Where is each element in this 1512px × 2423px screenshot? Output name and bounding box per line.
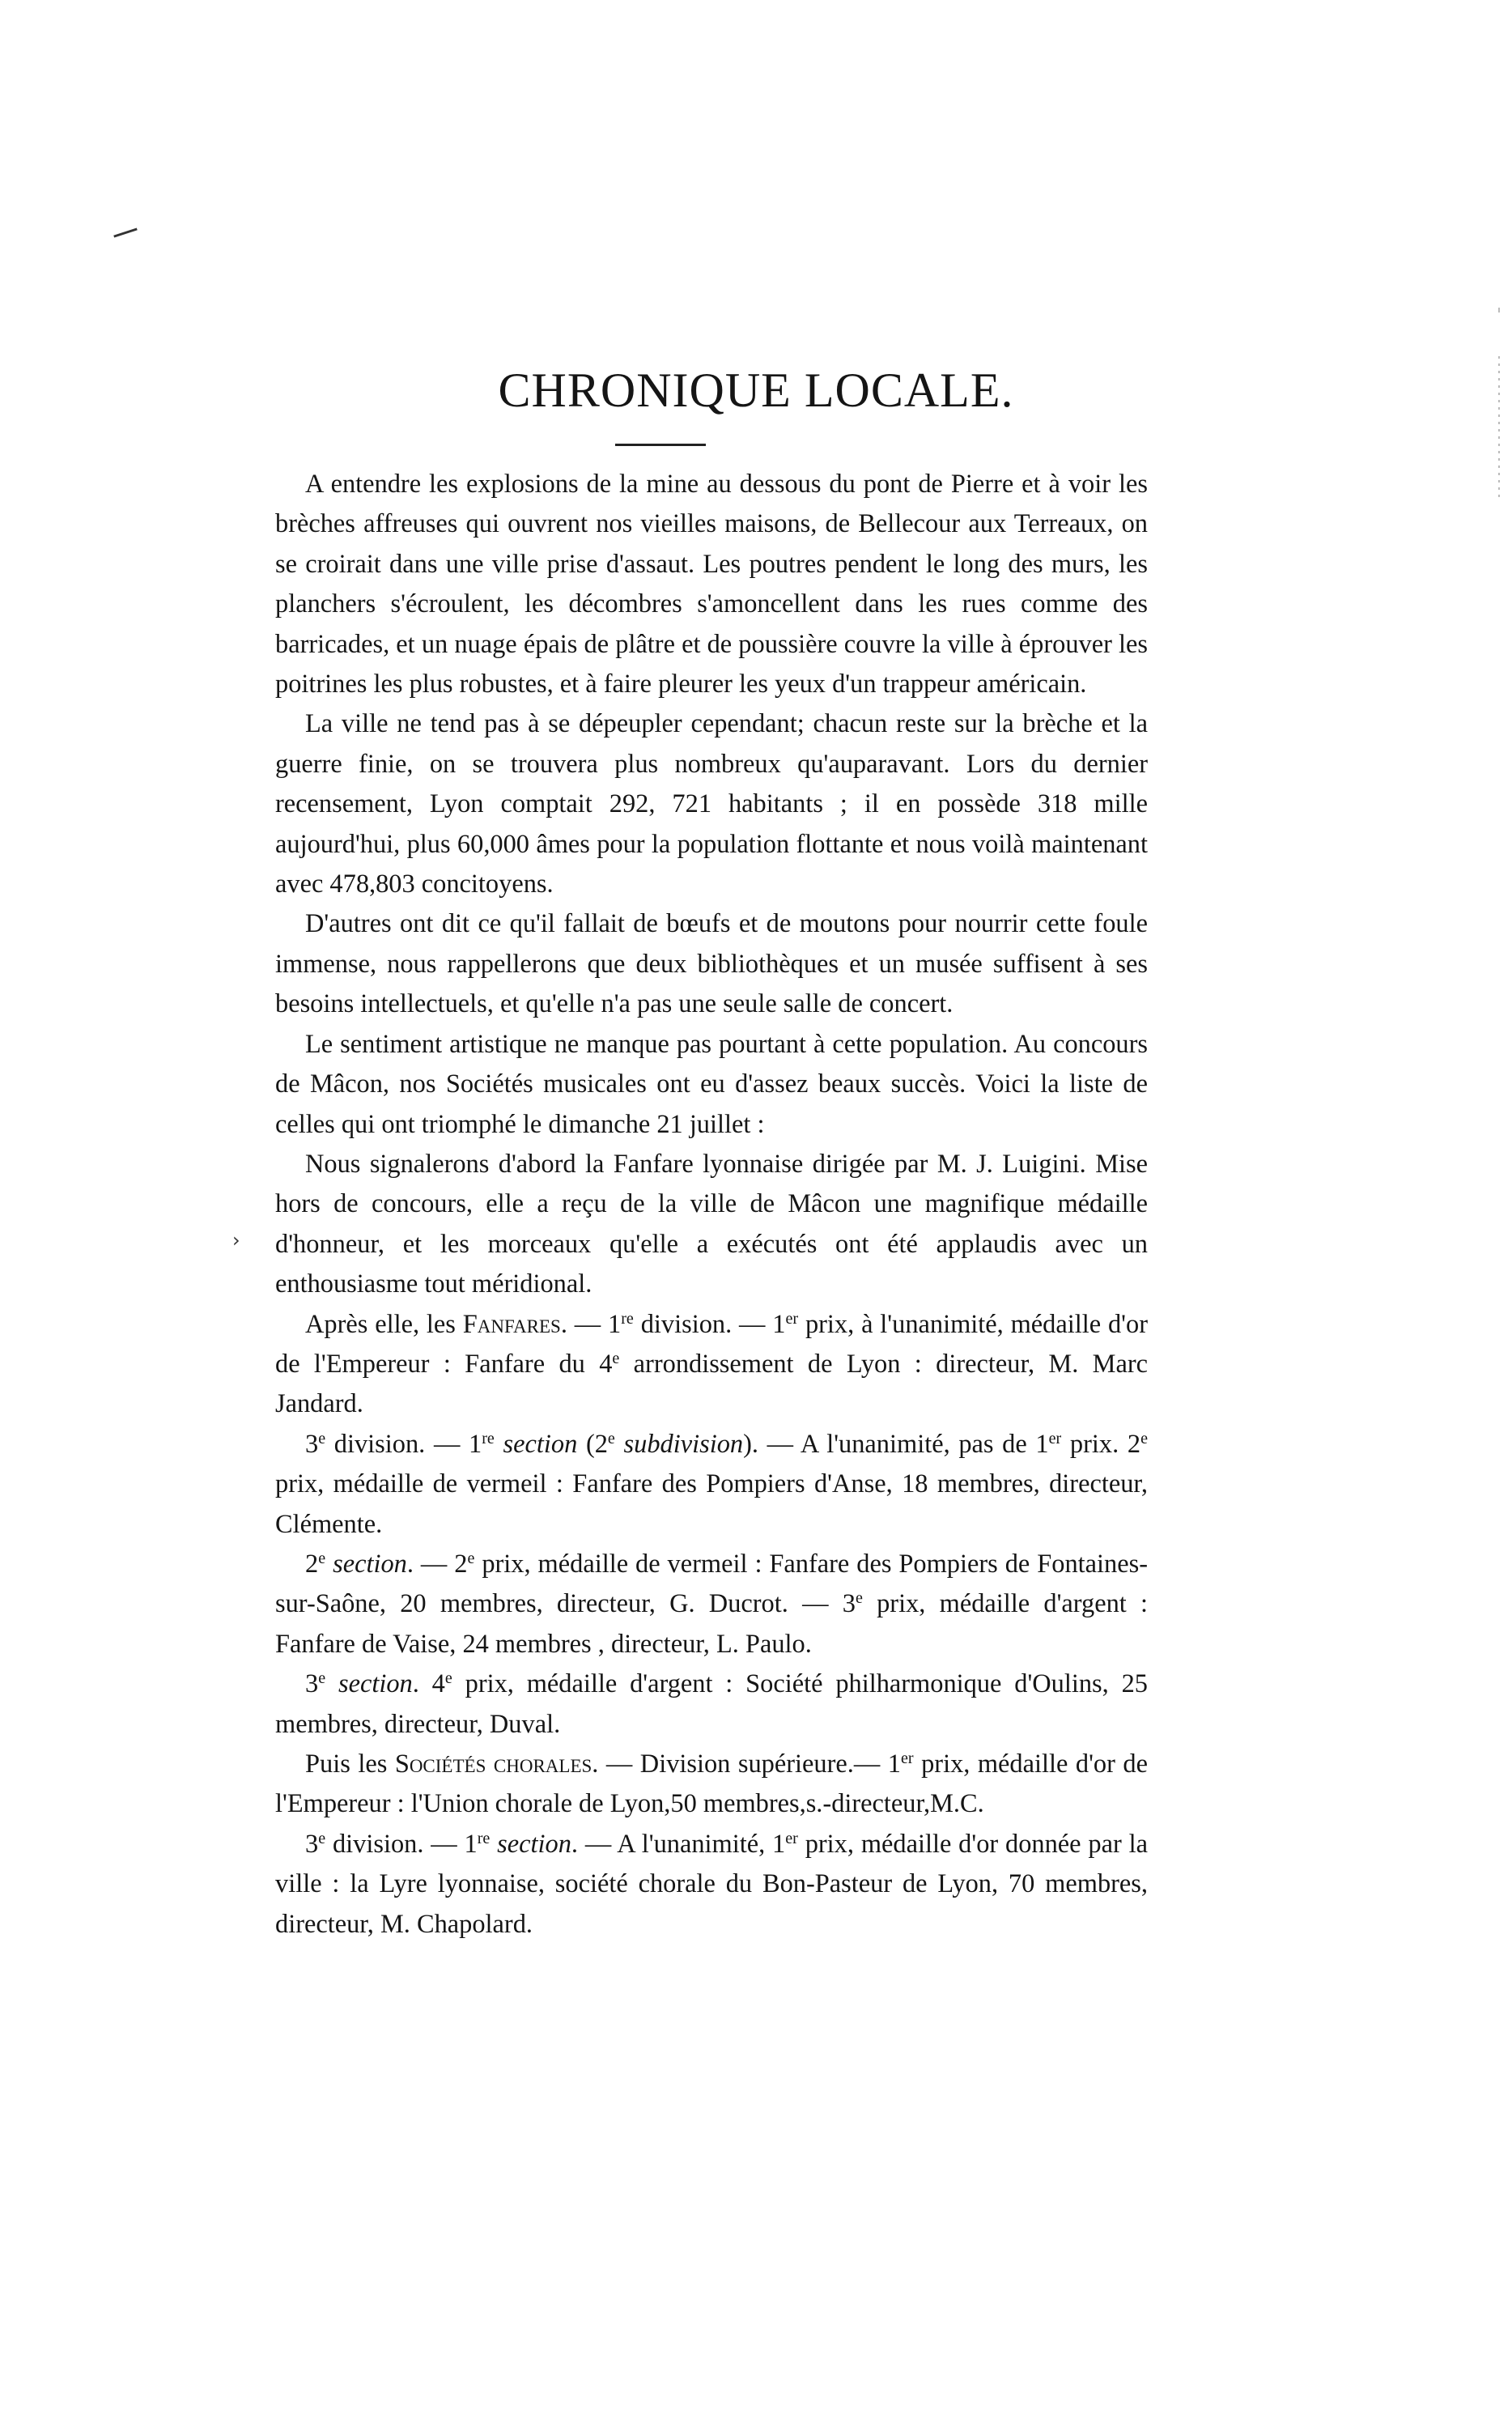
text-segment: re bbox=[482, 1429, 495, 1447]
text-segment: Nous signalerons d'abord la Fanfare lyonnaise dirigée par M. J. Luigini. Mise hors de concours, elle a reçu de la ville de Mâcon une magnifique médaille d'honneur, et les morceaux qu'elle a exécutés ont été applaudis avec un enthousiasme tout méridional. bbox=[275, 1149, 1148, 1299]
text-segment: (2 bbox=[577, 1429, 608, 1459]
text-segment: er bbox=[1048, 1429, 1062, 1447]
text-segment bbox=[615, 1430, 624, 1459]
text-segment: . — A l'unanimité, 1 bbox=[571, 1829, 786, 1859]
text-segment: . — 2 bbox=[406, 1549, 468, 1579]
text-segment: prix, médaille d'argent : Fanfare de Vaise, 24 membres , directeur, L. Paulo. bbox=[275, 1589, 1149, 1659]
text-segment: Le sentiment artistique ne manque pas pourtant à cette population. Au concours de Mâcon, nos Sociétés musicales ont eu d'assez beaux succès. Voici la liste de celles qui ont triomphé le dimanche 21 juillet : bbox=[275, 1029, 1148, 1139]
text-segment: e bbox=[607, 1429, 615, 1447]
text-segment bbox=[495, 1430, 503, 1459]
article-body bbox=[275, 465, 1148, 1945]
margin-arrow-mark: › bbox=[232, 1229, 240, 1252]
text-segment: arrondissement de Lyon : directeur, M. Marc Jandard. bbox=[275, 1349, 1148, 1419]
margin-stroke-mark bbox=[113, 227, 137, 237]
text-segment bbox=[490, 1830, 497, 1859]
text-segment: e bbox=[467, 1549, 475, 1567]
paragraph bbox=[275, 1145, 1148, 1305]
text-segment: division. — 1 bbox=[325, 1429, 482, 1459]
text-segment: ). — A l'unanimité, pas de 1 bbox=[743, 1429, 1049, 1459]
text-segment: e bbox=[318, 1549, 326, 1567]
text-segment: er bbox=[785, 1829, 798, 1847]
paragraph bbox=[275, 1025, 1148, 1145]
text-segment: re bbox=[477, 1829, 491, 1847]
text-segment: division. — 1 bbox=[633, 1309, 786, 1339]
text-segment: e bbox=[855, 1589, 863, 1608]
text-segment: er bbox=[900, 1749, 914, 1767]
text-segment: e bbox=[318, 1829, 326, 1847]
text-segment: e bbox=[318, 1429, 326, 1447]
text-segment: A entendre les explosions de la mine au dessous du pont de Pierre et à voir les brèches affreuses qui ouvrent nos vieilles maisons, de Bellecour aux Terreaux, on se croirait dans une ville prise d'assaut. Les poutres pendent le long des murs, les planchers s'écroulent, les décombres s'amoncellent dans les rues comme des barricades, et un nuage épais de plâtre et de poussière couvre la ville à éprouver les poitrines les plus robustes, et à faire pleurer les yeux d'un trappeur américain. bbox=[275, 470, 1148, 699]
paragraph bbox=[275, 1745, 1148, 1825]
text-segment: . — 1 bbox=[560, 1309, 622, 1339]
text-segment bbox=[325, 1669, 338, 1698]
title-underline-rule bbox=[615, 444, 706, 446]
text-segment: 2 bbox=[305, 1549, 319, 1579]
text-segment: prix, à l'unanimité, médaille d'or de l'Empereur : Fanfare du 4 bbox=[275, 1309, 1148, 1379]
text-segment bbox=[325, 1549, 333, 1579]
text-segment: 3 bbox=[305, 1669, 319, 1699]
paragraph bbox=[275, 1425, 1148, 1545]
text-segment: La ville ne tend pas à se dépeupler cependant; chacun reste sur la brèche et la guerre finie, on se trouvera plus nombreux qu'auparavant. Lors du dernier recensement, Lyon comptait 292, 721 habitants ; il en possède 318 mille aujourd'hui, plus 60,000 âmes pour la population flottante et nous voilà maintenant avec 478,803 concitoyens. bbox=[275, 709, 1148, 899]
paragraph bbox=[275, 1825, 1148, 1945]
text-segment: . 4 bbox=[412, 1669, 445, 1699]
text-segment: e bbox=[444, 1669, 452, 1688]
text-segment: prix. 2 bbox=[1061, 1429, 1141, 1459]
paragraph bbox=[275, 1305, 1148, 1425]
text-segment: re bbox=[621, 1309, 634, 1328]
text-segment: division. — 1 bbox=[325, 1829, 478, 1859]
edge-speck bbox=[1498, 308, 1500, 312]
text-segment: Sociétés chorales bbox=[394, 1749, 592, 1779]
text-segment: 3 bbox=[305, 1429, 319, 1459]
text-segment: . — Division supérieure.— 1 bbox=[592, 1749, 901, 1779]
text-segment: prix, médaille de vermeil : Fanfare des Pompiers de Fontaines-sur-Saône, 20 membres, directeur, G. Ducrot. — 3 bbox=[275, 1549, 1148, 1619]
text-segment: section bbox=[503, 1429, 578, 1459]
text-segment: section bbox=[338, 1669, 413, 1699]
text-segment: D'autres ont dit ce qu'il fallait de bœufs et de moutons pour nourrir cette foule immense, nous rappellerons que deux bibliothèques et un musée suffisent à ses besoins intellectuels, et qu'elle n'a pas une seule salle de concert. bbox=[275, 909, 1148, 1019]
paragraph bbox=[275, 1664, 1148, 1745]
text-segment: prix, médaille d'or donnée par la ville : la Lyre lyonnaise, société chorale du Bon-Pasteur de Lyon, 70 membres, directeur, M. Chapolard. bbox=[275, 1829, 1148, 1939]
text-segment: prix, médaille de vermeil : Fanfare des Pompiers d'Anse, 18 membres, directeur, Clémente. bbox=[275, 1469, 1148, 1539]
paragraph bbox=[275, 1545, 1148, 1664]
text-segment: section bbox=[333, 1549, 407, 1579]
text-segment: prix, médaille d'or de l'Empereur : l'Union chorale de Lyon,50 membres,s.-directeur,M.C. bbox=[275, 1749, 1148, 1819]
text-segment: prix, médaille d'argent : Société philharmonique d'Oulins, 25 membres, directeur, Duval. bbox=[275, 1669, 1148, 1739]
text-segment: e bbox=[318, 1669, 326, 1688]
text-segment: er bbox=[785, 1309, 799, 1328]
text-segment: Fanfares bbox=[462, 1309, 561, 1339]
page-title: CHRONIQUE LOCALE. bbox=[498, 363, 1014, 417]
text-segment: Après elle, les bbox=[305, 1309, 463, 1339]
text-segment: e bbox=[612, 1349, 620, 1367]
text-segment: subdivision bbox=[623, 1429, 744, 1459]
text-segment: 3 bbox=[305, 1829, 319, 1859]
paragraph bbox=[275, 465, 1148, 704]
paragraph bbox=[275, 704, 1148, 904]
text-segment: e bbox=[1140, 1429, 1148, 1447]
text-segment: Puis les bbox=[305, 1749, 395, 1779]
text-segment: section bbox=[497, 1829, 571, 1859]
paragraph bbox=[275, 904, 1148, 1024]
